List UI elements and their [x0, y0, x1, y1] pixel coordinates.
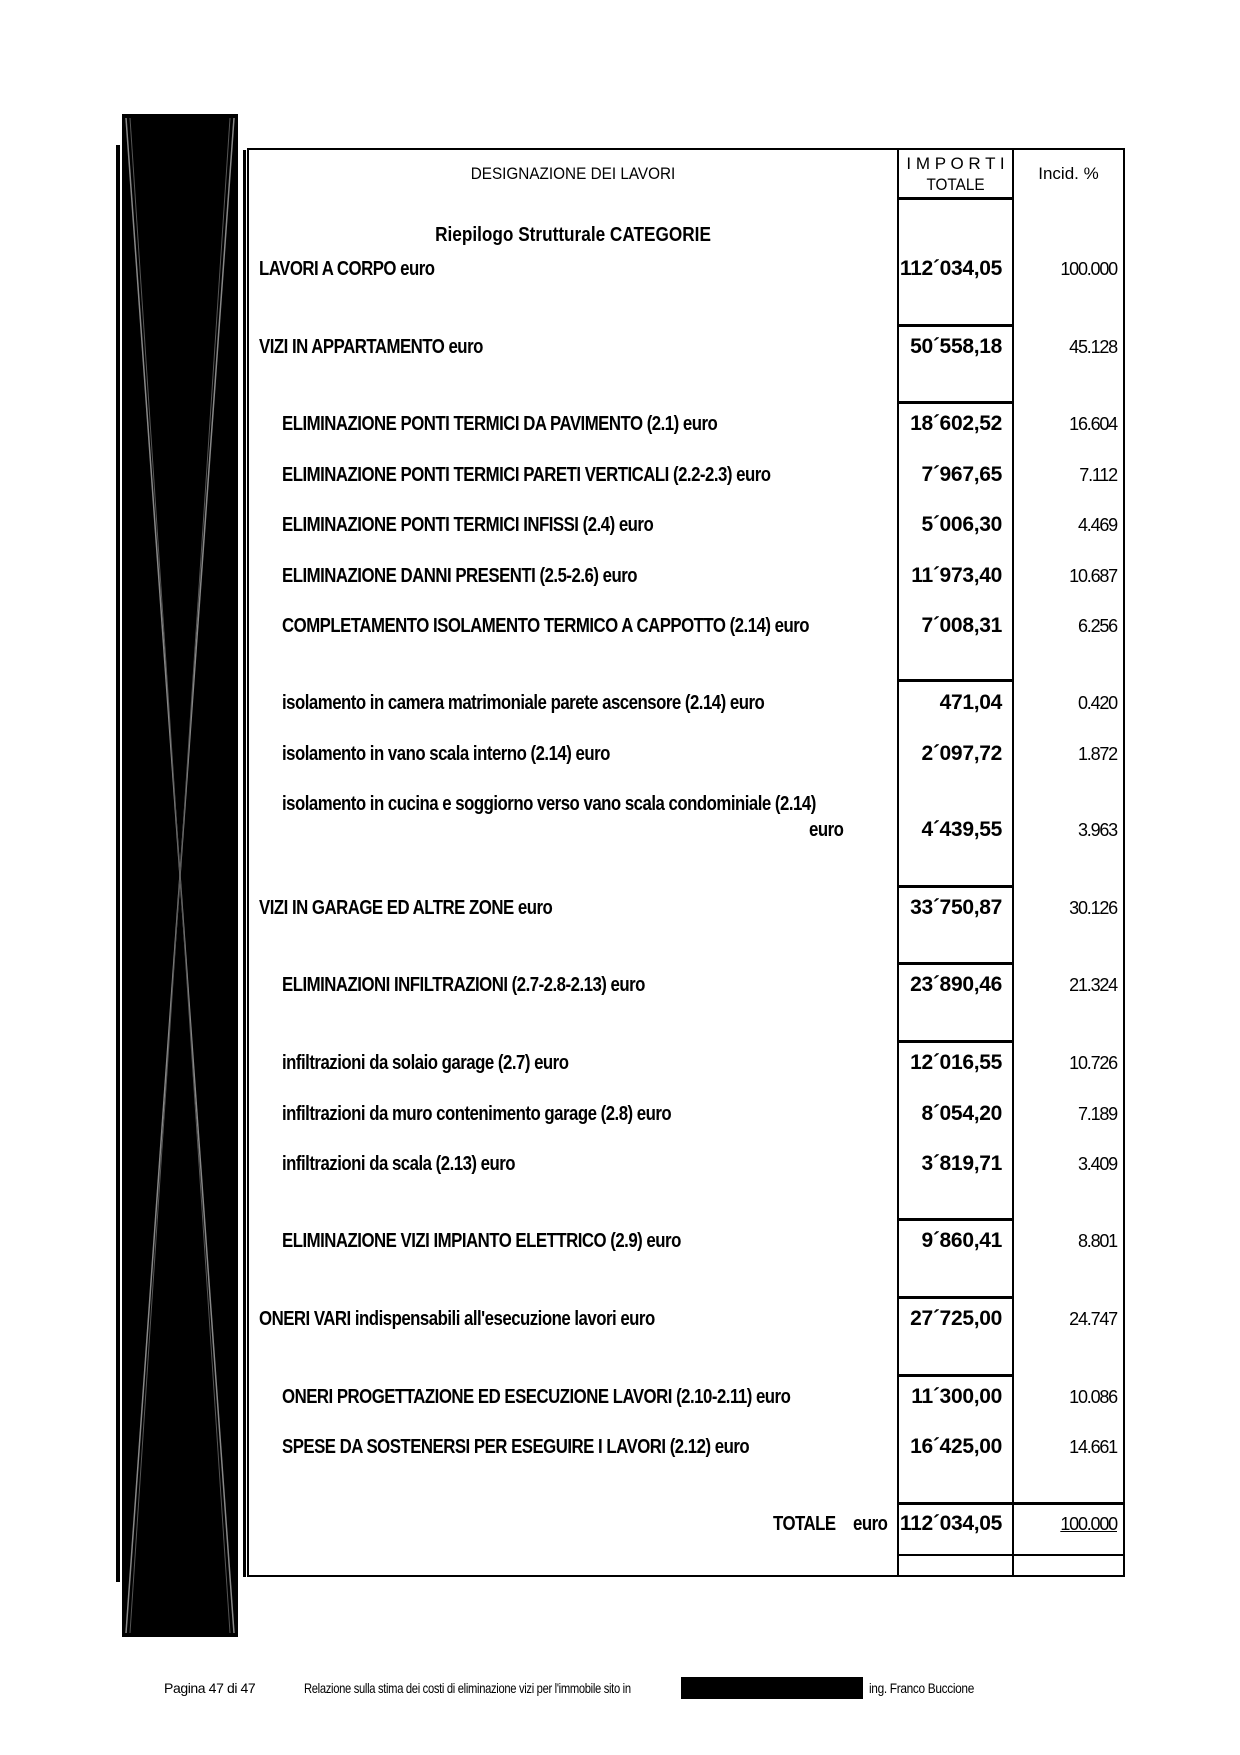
- table-row: [249, 1091, 1123, 1137]
- row-label: ELIMINAZIONE VIZI IMPIANTO ELETTRICO (2.9) euro: [282, 1229, 681, 1252]
- redaction-side-bar: [122, 114, 238, 1637]
- crossed-lines-decoration: [122, 114, 238, 1637]
- row-incidence: 24.747: [1069, 1308, 1117, 1329]
- table-row: [249, 1296, 1123, 1342]
- row-incidence: 7.189: [1077, 1103, 1117, 1124]
- row-amount: 27´725,00: [910, 1307, 1002, 1330]
- total-row: [249, 1501, 1123, 1547]
- row-incidence: 45.128: [1069, 336, 1117, 357]
- header-designation: DESIGNAZIONE DEI LAVORI: [470, 164, 676, 183]
- row-label: ONERI PROGETTAZIONE ED ESECUZIONE LAVORI (2.10-2.11) euro: [282, 1385, 791, 1408]
- table-row: [249, 962, 1123, 1008]
- row-amount: 5´006,30: [921, 513, 1002, 536]
- row-incidence: 4.469: [1077, 514, 1117, 535]
- row-incidence: 100.000: [1060, 258, 1117, 279]
- header-incidence: Incid. %: [1038, 164, 1099, 183]
- row-amount: 11´300,00: [911, 1385, 1002, 1408]
- row-label: VIZI IN APPARTAMENTO euro: [259, 335, 483, 358]
- table-row: [249, 502, 1123, 548]
- row-incidence: 10.726: [1069, 1052, 1117, 1073]
- row-incidence: 1.872: [1077, 743, 1117, 764]
- row-incidence: 7.112: [1079, 464, 1117, 485]
- row-incidence: 6.256: [1077, 615, 1117, 636]
- row-label: isolamento in camera matrimoniale parete ascensore (2.14) euro: [282, 691, 765, 714]
- row-amount: 11´973,40: [911, 564, 1002, 587]
- row-amount: 112´034,05: [899, 257, 1002, 280]
- table-row: [249, 1218, 1123, 1264]
- footer-page-number: Pagina 47 di 47: [164, 1680, 256, 1696]
- row-amount: 7´008,31: [921, 614, 1002, 637]
- row-label: infiltrazioni da solaio garage (2.7) euro: [282, 1051, 569, 1074]
- section-title: Riepilogo Strutturale CATEGORIE: [435, 224, 711, 246]
- row-amount: 18´602,52: [910, 412, 1002, 435]
- total-amount: 112´034,05: [899, 1512, 1002, 1535]
- row-label: ELIMINAZIONI INFILTRAZIONI (2.7-2.8-2.13) euro: [282, 973, 645, 996]
- row-label: ONERI VARI indispensabili all'esecuzione lavori euro: [259, 1307, 655, 1330]
- row-amount: 50´558,18: [910, 335, 1002, 358]
- total-label: TOTALE: [773, 1512, 836, 1535]
- table-row: [249, 1141, 1123, 1187]
- footer-redaction-box: [681, 1677, 863, 1699]
- table-row: [249, 807, 1123, 853]
- table-row: [249, 731, 1123, 777]
- table-row: [249, 401, 1123, 447]
- row-label: COMPLETAMENTO ISOLAMENTO TERMICO A CAPPOTTO (2.14) euro: [282, 614, 810, 637]
- table-row: [249, 680, 1123, 726]
- table-row: [249, 603, 1123, 649]
- row-amount: 8´054,20: [921, 1102, 1002, 1125]
- total-unit: euro: [853, 1512, 888, 1535]
- header-amounts-line2: TOTALE: [926, 175, 985, 194]
- row-incidence: 21.324: [1069, 974, 1117, 995]
- table-row: [249, 452, 1123, 498]
- row-incidence: 3.963: [1077, 819, 1117, 840]
- row-label: isolamento in vano scala interno (2.14) euro: [282, 742, 610, 765]
- row-label-continued: euro: [809, 818, 844, 841]
- row-incidence: 8.801: [1077, 1230, 1117, 1251]
- row-amount: 471,04: [939, 691, 1002, 714]
- row-amount: 2´097,72: [921, 742, 1002, 765]
- row-incidence: 10.687: [1069, 565, 1117, 586]
- row-amount: 4´439,55: [921, 818, 1002, 841]
- row-label: ELIMINAZIONE PONTI TERMICI INFISSI (2.4) euro: [282, 513, 654, 536]
- table-row: [249, 246, 1123, 292]
- row-incidence: 16.604: [1069, 413, 1117, 434]
- row-label: infiltrazioni da scala (2.13) euro: [282, 1152, 516, 1175]
- row-incidence: 10.086: [1069, 1386, 1117, 1407]
- table-frame-shadow: [243, 150, 246, 1577]
- row-label: VIZI IN GARAGE ED ALTRE ZONE euro: [259, 896, 553, 919]
- left-edge-line: [116, 145, 120, 1582]
- row-amount: 9´860,41: [921, 1229, 1002, 1252]
- row-incidence: 0.420: [1077, 692, 1117, 713]
- page-footer: [0, 1680, 1240, 1704]
- row-incidence: 14.661: [1069, 1436, 1117, 1457]
- row-amount: 16´425,00: [910, 1435, 1002, 1458]
- row-amount: 7´967,65: [921, 463, 1002, 486]
- table-row: [249, 324, 1123, 370]
- table-row: [249, 1040, 1123, 1086]
- footer-author: ing. Franco Buccione: [869, 1680, 975, 1696]
- footer-description: Relazione sulla stima dei costi di eliminazione vizi per l'immobile sito in: [304, 1680, 631, 1696]
- table-row: [249, 1424, 1123, 1470]
- row-incidence: 3.409: [1077, 1153, 1117, 1174]
- row-label: SPESE DA SOSTENERSI PER ESEGUIRE I LAVORI (2.12) euro: [282, 1435, 750, 1458]
- table-row: [249, 1374, 1123, 1420]
- row-incidence: 30.126: [1069, 897, 1117, 918]
- header-amounts-line1: I M P O R T I: [906, 154, 1005, 173]
- row-label: ELIMINAZIONE PONTI TERMICI PARETI VERTICALI (2.2-2.3) euro: [282, 463, 771, 486]
- row-label: LAVORI A CORPO euro: [259, 257, 435, 280]
- row-amount: 23´890,46: [910, 973, 1002, 996]
- table-row: [249, 553, 1123, 599]
- row-label: ELIMINAZIONE PONTI TERMICI DA PAVIMENTO (2.1) euro: [282, 412, 718, 435]
- total-bottom-rule: [899, 1554, 1123, 1556]
- cost-summary-table: [247, 148, 1125, 1577]
- row-label: isolamento in cucina e soggiorno verso vano scala condominiale (2.14): [282, 792, 816, 815]
- row-amount: 3´819,71: [921, 1152, 1002, 1175]
- row-amount: 12´016,55: [910, 1051, 1002, 1074]
- row-amount: 33´750,87: [910, 896, 1002, 919]
- header-rule: [899, 197, 1012, 200]
- total-incidence: 100.000: [1060, 1513, 1117, 1534]
- table-row: [249, 885, 1123, 931]
- row-label: infiltrazioni da muro contenimento garage (2.8) euro: [282, 1102, 672, 1125]
- row-label: ELIMINAZIONE DANNI PRESENTI (2.5-2.6) euro: [282, 564, 638, 587]
